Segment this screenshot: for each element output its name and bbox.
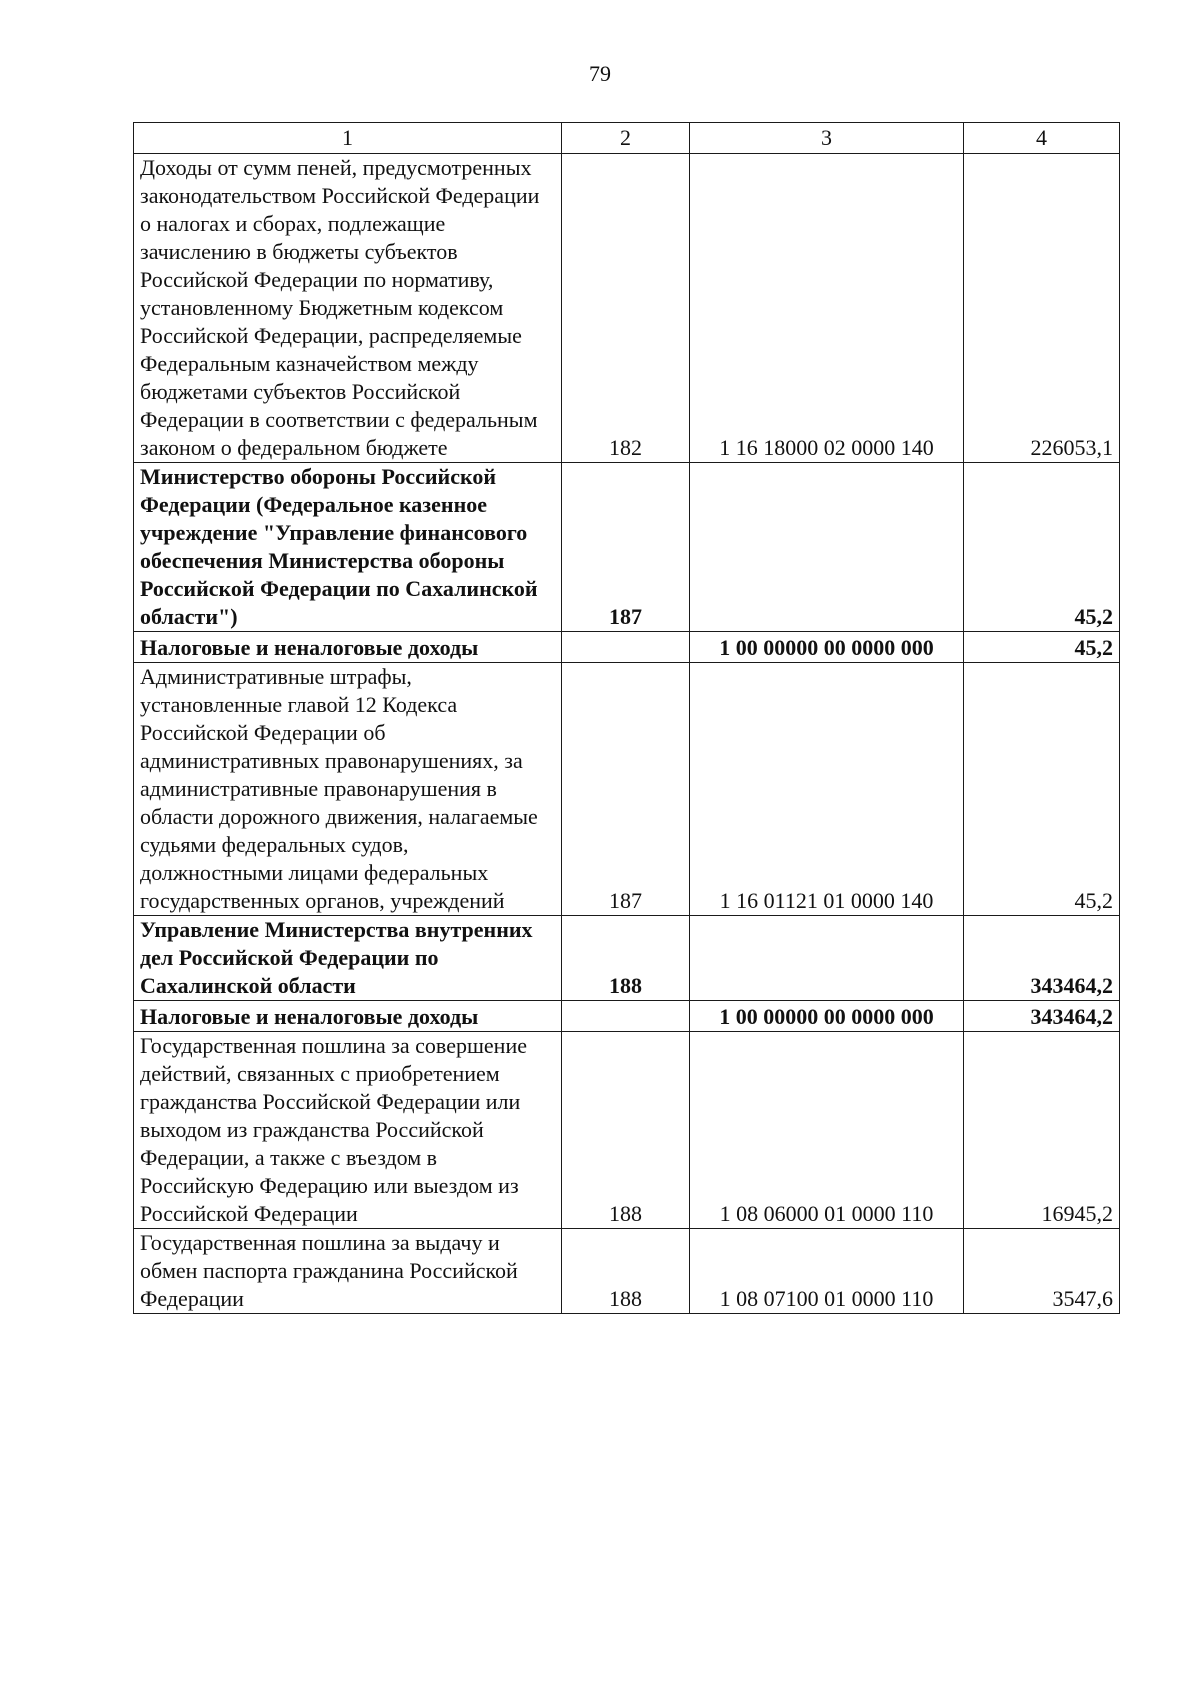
table-row [134,916,1120,1001]
revenue-name-cell: Налоговые и неналоговые доходы [134,632,562,663]
table-body [134,154,1120,1314]
amount-cell: 16945,2 [964,1032,1120,1229]
column-header-3: 3 [690,123,964,154]
administrator-code-cell: 187 [562,663,690,916]
amount-cell: 343464,2 [964,1001,1120,1032]
page-number: 79 [589,61,611,86]
budget-classification-code-cell: 1 00 00000 00 0000 000 [690,1001,964,1032]
revenue-name-cell: Доходы от сумм пеней, предусмотренных законодательством Российской Федерации о налогах и сборах, подлежащие зачислению в бюджеты субъектов Российской Федерации по нормативу, установленному Бюджетным кодексом Российской Федерации, распределяемые Федеральным казначейством между бюджетами субъектов Российской Федерации в соответствии с федеральным законом о федеральном бюджете [134,154,562,463]
revenue-name-cell: Административные штрафы, установленные главой 12 Кодекса Российской Федерации об административных правонарушениях, за административные правонарушения в области дорожного движения, налагаемые судьями федеральных судов, должностными лицами федеральных государственных органов, учреждений [134,663,562,916]
budget-classification-code-cell: 1 00 00000 00 0000 000 [690,632,964,663]
administrator-code-cell: 188 [562,1229,690,1314]
budget-classification-code-cell: 1 16 18000 02 0000 140 [690,154,964,463]
table-row [134,1229,1120,1314]
column-header-2: 2 [562,123,690,154]
amount-cell: 45,2 [964,463,1120,632]
column-header-1: 1 [134,123,562,154]
revenue-name-cell: Государственная пошлина за совершение действий, связанных с приобретением гражданства Российской Федерации или выходом из гражданства Российской Федерации, а также с въездом в Российскую Федерацию или выездом из Российской Федерации [134,1032,562,1229]
budget-classification-code-cell [690,463,964,632]
budget-classification-code-cell [690,916,964,1001]
amount-cell: 45,2 [964,632,1120,663]
administrator-code-cell: 182 [562,154,690,463]
revenue-name-cell: Министерство обороны Российской Федерации (Федеральное казенное учреждение "Управление финансового обеспечения Министерства обороны Российской Федерации по Сахалинской области") [134,463,562,632]
administrator-code-cell: 188 [562,1032,690,1229]
table-row [134,1001,1120,1032]
revenue-name-cell: Управление Министерства внутренних дел Российской Федерации по Сахалинской области [134,916,562,1001]
administrator-code-cell [562,1001,690,1032]
budget-classification-code-cell: 1 08 06000 01 0000 110 [690,1032,964,1229]
amount-cell: 226053,1 [964,154,1120,463]
amount-cell: 45,2 [964,663,1120,916]
header-row [134,123,1120,154]
administrator-code-cell [562,632,690,663]
administrator-code-cell: 187 [562,463,690,632]
revenue-table [133,122,1120,1314]
table-row [134,632,1120,663]
table-row [134,463,1120,632]
table-row [134,1032,1120,1229]
amount-cell: 343464,2 [964,916,1120,1001]
administrator-code-cell: 188 [562,916,690,1001]
column-header-4: 4 [964,123,1120,154]
table-row [134,663,1120,916]
revenue-name-cell: Налоговые и неналоговые доходы [134,1001,562,1032]
revenue-name-cell: Государственная пошлина за выдачу и обмен паспорта гражданина Российской Федерации [134,1229,562,1314]
budget-classification-code-cell: 1 16 01121 01 0000 140 [690,663,964,916]
amount-cell: 3547,6 [964,1229,1120,1314]
table-row [134,154,1120,463]
table-header [134,123,1120,154]
budget-classification-code-cell: 1 08 07100 01 0000 110 [690,1229,964,1314]
